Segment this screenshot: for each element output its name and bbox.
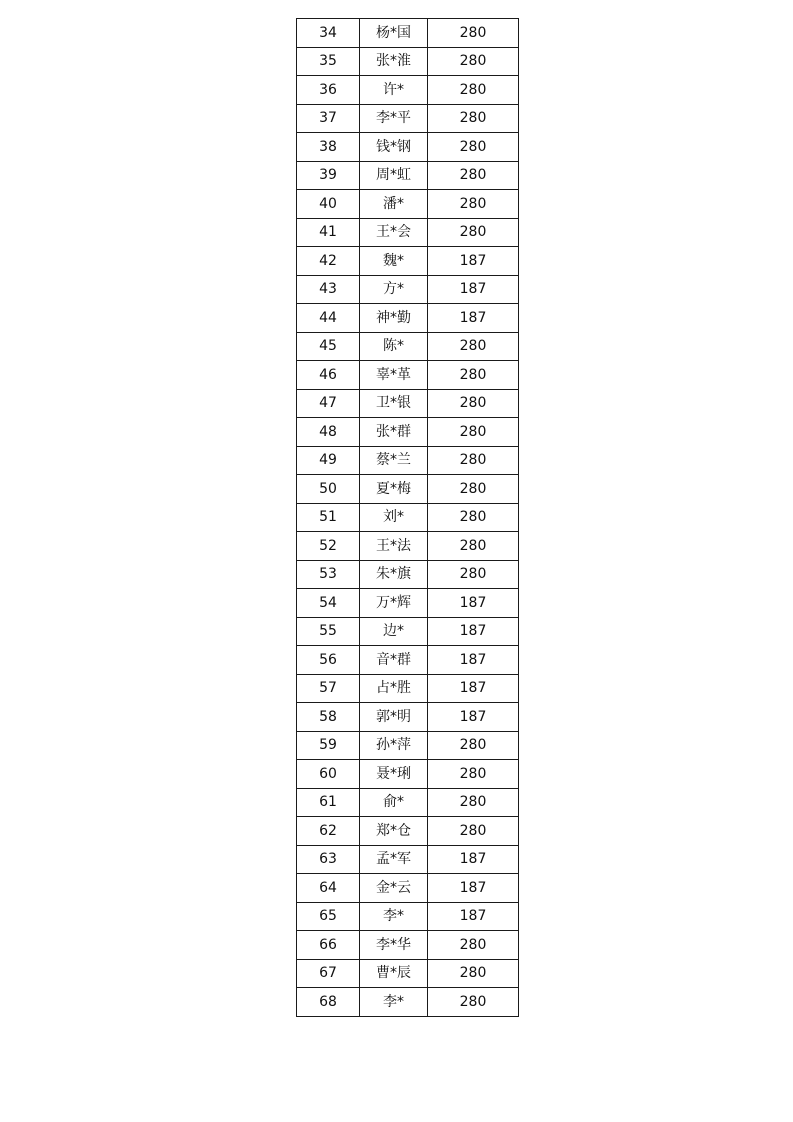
name-cell: 许* <box>360 76 428 105</box>
amount-cell: 280 <box>428 218 519 247</box>
table-row <box>297 361 519 390</box>
table-row <box>297 817 519 846</box>
name-cell: 郑*仓 <box>360 817 428 846</box>
amount-cell: 187 <box>428 275 519 304</box>
table-row <box>297 703 519 732</box>
table-row <box>297 304 519 333</box>
row-number-cell: 68 <box>297 988 360 1017</box>
name-cell: 辜*革 <box>360 361 428 390</box>
table-row <box>297 503 519 532</box>
table-row <box>297 19 519 48</box>
name-cell: 魏* <box>360 247 428 276</box>
row-number-cell: 66 <box>297 931 360 960</box>
table-row <box>297 190 519 219</box>
amount-cell: 280 <box>428 503 519 532</box>
amount-cell: 280 <box>428 190 519 219</box>
name-cell: 金*云 <box>360 874 428 903</box>
name-cell: 周*虹 <box>360 161 428 190</box>
row-number-cell: 63 <box>297 845 360 874</box>
row-number-cell: 36 <box>297 76 360 105</box>
name-cell: 卫*银 <box>360 389 428 418</box>
row-number-cell: 62 <box>297 817 360 846</box>
amount-cell: 280 <box>428 133 519 162</box>
name-cell: 王*法 <box>360 532 428 561</box>
name-cell: 张*淮 <box>360 47 428 76</box>
row-number-cell: 40 <box>297 190 360 219</box>
name-cell: 万*辉 <box>360 589 428 618</box>
amount-cell: 280 <box>428 788 519 817</box>
amount-cell: 187 <box>428 617 519 646</box>
amount-cell: 187 <box>428 874 519 903</box>
amount-cell: 280 <box>428 532 519 561</box>
name-cell: 李* <box>360 988 428 1017</box>
amount-cell: 280 <box>428 731 519 760</box>
name-cell: 李*平 <box>360 104 428 133</box>
roster-table <box>296 18 519 1017</box>
table-row <box>297 275 519 304</box>
row-number-cell: 67 <box>297 959 360 988</box>
name-cell: 占*胜 <box>360 674 428 703</box>
amount-cell: 187 <box>428 674 519 703</box>
table-row <box>297 332 519 361</box>
table-row <box>297 617 519 646</box>
name-cell: 杨*国 <box>360 19 428 48</box>
table-row <box>297 475 519 504</box>
row-number-cell: 47 <box>297 389 360 418</box>
amount-cell: 187 <box>428 304 519 333</box>
amount-cell: 280 <box>428 161 519 190</box>
table-row <box>297 104 519 133</box>
roster-table-body <box>297 19 519 1017</box>
name-cell: 张*群 <box>360 418 428 447</box>
row-number-cell: 34 <box>297 19 360 48</box>
name-cell: 方* <box>360 275 428 304</box>
table-row <box>297 646 519 675</box>
name-cell: 神*勤 <box>360 304 428 333</box>
row-number-cell: 44 <box>297 304 360 333</box>
row-number-cell: 43 <box>297 275 360 304</box>
name-cell: 俞* <box>360 788 428 817</box>
table-row <box>297 218 519 247</box>
amount-cell: 187 <box>428 902 519 931</box>
row-number-cell: 46 <box>297 361 360 390</box>
name-cell: 音*群 <box>360 646 428 675</box>
table-row <box>297 674 519 703</box>
table-row <box>297 760 519 789</box>
amount-cell: 280 <box>428 418 519 447</box>
name-cell: 朱*旗 <box>360 560 428 589</box>
row-number-cell: 35 <box>297 47 360 76</box>
name-cell: 边* <box>360 617 428 646</box>
name-cell: 刘* <box>360 503 428 532</box>
row-number-cell: 45 <box>297 332 360 361</box>
row-number-cell: 48 <box>297 418 360 447</box>
amount-cell: 187 <box>428 646 519 675</box>
table-row <box>297 731 519 760</box>
amount-cell: 187 <box>428 589 519 618</box>
table-row <box>297 589 519 618</box>
amount-cell: 280 <box>428 817 519 846</box>
amount-cell: 280 <box>428 446 519 475</box>
row-number-cell: 55 <box>297 617 360 646</box>
table-row <box>297 902 519 931</box>
amount-cell: 280 <box>428 475 519 504</box>
name-cell: 潘* <box>360 190 428 219</box>
amount-cell: 280 <box>428 560 519 589</box>
table-row <box>297 418 519 447</box>
amount-cell: 280 <box>428 104 519 133</box>
table-row <box>297 389 519 418</box>
amount-cell: 280 <box>428 361 519 390</box>
row-number-cell: 49 <box>297 446 360 475</box>
row-number-cell: 59 <box>297 731 360 760</box>
table-row <box>297 532 519 561</box>
amount-cell: 280 <box>428 47 519 76</box>
name-cell: 李* <box>360 902 428 931</box>
amount-cell: 280 <box>428 959 519 988</box>
row-number-cell: 38 <box>297 133 360 162</box>
table-row <box>297 446 519 475</box>
table-row <box>297 931 519 960</box>
row-number-cell: 65 <box>297 902 360 931</box>
name-cell: 陈* <box>360 332 428 361</box>
row-number-cell: 64 <box>297 874 360 903</box>
name-cell: 王*会 <box>360 218 428 247</box>
amount-cell: 280 <box>428 760 519 789</box>
amount-cell: 187 <box>428 845 519 874</box>
name-cell: 曹*辰 <box>360 959 428 988</box>
row-number-cell: 60 <box>297 760 360 789</box>
row-number-cell: 39 <box>297 161 360 190</box>
table-row <box>297 161 519 190</box>
amount-cell: 280 <box>428 76 519 105</box>
amount-cell: 280 <box>428 332 519 361</box>
row-number-cell: 61 <box>297 788 360 817</box>
table-row <box>297 247 519 276</box>
name-cell: 夏*梅 <box>360 475 428 504</box>
table-row <box>297 959 519 988</box>
table-row <box>297 874 519 903</box>
row-number-cell: 52 <box>297 532 360 561</box>
row-number-cell: 41 <box>297 218 360 247</box>
amount-cell: 280 <box>428 931 519 960</box>
amount-cell: 280 <box>428 389 519 418</box>
row-number-cell: 42 <box>297 247 360 276</box>
row-number-cell: 58 <box>297 703 360 732</box>
table-row <box>297 845 519 874</box>
row-number-cell: 51 <box>297 503 360 532</box>
name-cell: 聂*琍 <box>360 760 428 789</box>
name-cell: 钱*钢 <box>360 133 428 162</box>
row-number-cell: 50 <box>297 475 360 504</box>
row-number-cell: 37 <box>297 104 360 133</box>
table-row <box>297 76 519 105</box>
name-cell: 李*华 <box>360 931 428 960</box>
name-cell: 孟*军 <box>360 845 428 874</box>
row-number-cell: 56 <box>297 646 360 675</box>
row-number-cell: 54 <box>297 589 360 618</box>
row-number-cell: 53 <box>297 560 360 589</box>
table-row <box>297 47 519 76</box>
table-row <box>297 988 519 1017</box>
name-cell: 蔡*兰 <box>360 446 428 475</box>
table-row <box>297 560 519 589</box>
name-cell: 孙*萍 <box>360 731 428 760</box>
row-number-cell: 57 <box>297 674 360 703</box>
table-row <box>297 133 519 162</box>
name-cell: 郭*明 <box>360 703 428 732</box>
amount-cell: 280 <box>428 988 519 1017</box>
amount-cell: 187 <box>428 247 519 276</box>
table-row <box>297 788 519 817</box>
amount-cell: 187 <box>428 703 519 732</box>
amount-cell: 280 <box>428 19 519 48</box>
